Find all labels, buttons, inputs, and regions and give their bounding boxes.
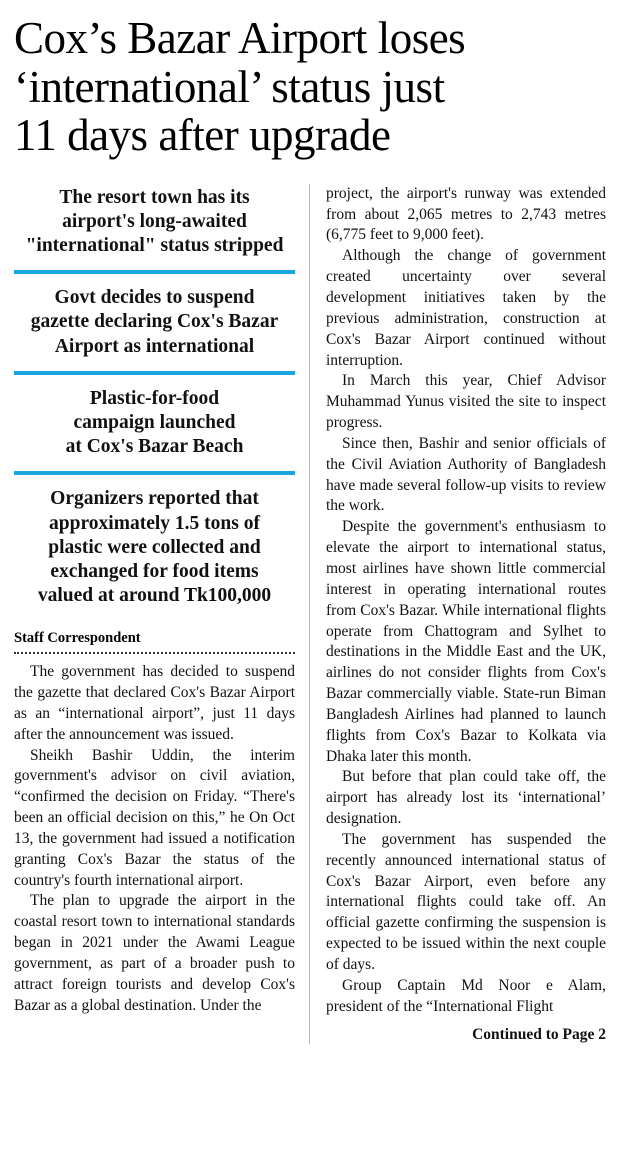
highlight-line: at Cox's Bazar Beach: [65, 436, 244, 458]
dotted-divider: [14, 652, 295, 654]
highlight-line: plastic were collected and: [48, 536, 261, 558]
article-columns: [14, 184, 620, 1044]
highlight-line: "international" status stripped: [25, 235, 284, 257]
paragraph: The government has decided to suspend the gazette that declared Cox's Bazar Airport as an “international airport”, just 11 days after the announcement was issued.: [14, 663, 295, 743]
paragraph: Group Captain Md Noor e Alam, president of the “International Flight: [326, 976, 606, 1015]
highlight-line: airport's long-awaited: [62, 210, 247, 232]
highlight-line: campaign launched: [73, 411, 236, 433]
highlight-block-3: [14, 387, 295, 460]
headline-line-2: ‘international’ status just: [14, 61, 445, 112]
highlight-block-2: [14, 286, 295, 359]
paragraph: The plan to upgrade the airport in the coastal resort town to international standards began in 2021 under the Awami League government, as part of a broader push to attract foreign tourists and develop Cox's Bazar as a global destination. Under the: [14, 892, 295, 1014]
highlight-block-4: [14, 487, 295, 608]
highlight-line: Plastic-for-food: [89, 387, 220, 409]
highlight-line: valued at around Tk100,000: [37, 585, 272, 607]
highlight-block-1: [14, 186, 295, 259]
paragraph: Despite the government's enthusiasm to elevate the airport to international status, most airlines have shown little commercial interest in operating international routes from Cox's Bazar. While international flights operate from Chattogram and Sylhet to destinations in the Middle East and the UK, airlines do not consider flights from Cox's Bazar commercially viable. State-run Biman Bangladesh Airlines had planned to launch flights from Cox's Bazar to Kolkata via Dhaka later this month.: [326, 518, 606, 765]
paragraph: Although the change of government created uncertainty over several development initiatives taken by the previous administration, construction at Cox's Bazar Airport continued without interruption.: [326, 247, 606, 369]
paragraph: In March this year, Chief Advisor Muhammad Yunus visited the site to inspect progress.: [326, 372, 606, 432]
highlight-line: The resort town has its: [59, 186, 250, 208]
headline-line-3: 11 days after upgrade: [14, 110, 391, 161]
headline-line-1: Cox’s Bazar Airport loses: [14, 13, 466, 63]
paragraph: The government has suspended the recently announced international status of Cox's Bazar Airport, even before any international flights could take off. An official gazette confirming the suspension is expected to be issued within the next couple of days.: [326, 830, 606, 973]
highlight-line: approximately 1.5 tons of: [49, 512, 260, 534]
highlight-line: Organizers reported that: [50, 488, 259, 510]
right-body-text: [326, 184, 606, 1018]
paragraph: But before that plan could take off, the airport has already lost its ‘international’ designation.: [326, 768, 606, 828]
page-title: [14, 14, 622, 160]
right-column: [310, 184, 606, 1044]
highlight-line: gazette declaring Cox's Bazar: [30, 311, 279, 333]
highlight-line: Govt decides to suspend: [54, 287, 255, 309]
newspaper-article-page: [0, 14, 634, 1165]
accent-divider: [14, 371, 295, 375]
paragraph: Since then, Bashir and senior officials of the Civil Aviation Authority of Bangladesh have made several follow-up visits to review the work.: [326, 434, 606, 515]
accent-divider: [14, 471, 295, 475]
paragraph: project, the airport's runway was extended from about 2,065 metres to 2,743 metres (6,775 feet to 9,000 feet).: [326, 184, 606, 244]
highlight-line: exchanged for food items: [50, 560, 259, 582]
byline: Staff Correspondent: [14, 630, 141, 647]
continued-note: Continued to Page 2: [472, 1025, 606, 1043]
highlight-line: Airport as international: [54, 335, 255, 357]
left-column: [14, 184, 310, 1044]
paragraph: Sheikh Bashir Uddin, the interim government's advisor on civil aviation, “confirmed the decision on Friday. “There's been an official decision on this,” he On Oct 13, the government had issued a notification granting Cox's Bazar the status of the country's fourth international airport.: [14, 746, 295, 889]
accent-divider: [14, 270, 295, 274]
left-body-text: [14, 662, 295, 1016]
